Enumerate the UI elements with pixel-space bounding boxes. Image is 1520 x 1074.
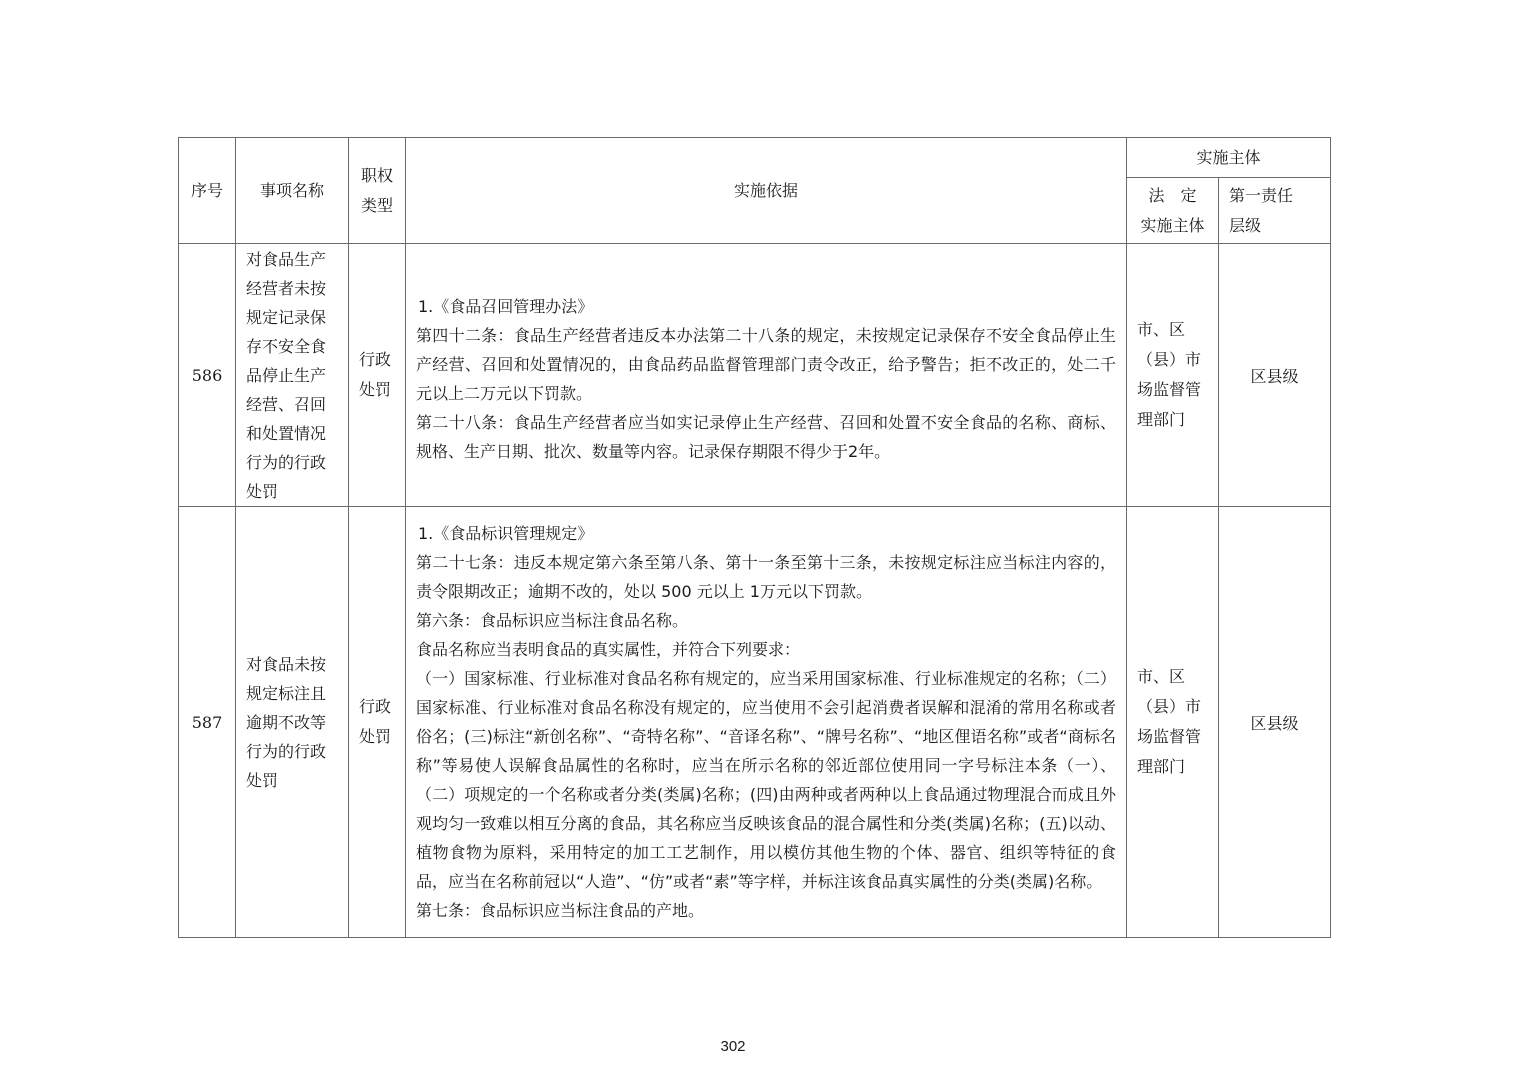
basis-paragraph: 第六条：食品标识应当标注食品名称。	[416, 611, 689, 630]
row-power-type: 行政处罚	[349, 244, 406, 507]
row-basis	[406, 507, 1127, 938]
header-seq: 序号	[179, 138, 236, 244]
basis-paragraph: 1.《食品召回管理办法》	[418, 297, 594, 316]
header-basis: 实施依据	[406, 138, 1127, 244]
header-row-1	[179, 138, 1331, 178]
basis-paragraph: 1.《食品标识管理规定》	[418, 524, 594, 543]
row-legal-subject: 市、区（县）市场监督管理部门	[1127, 244, 1219, 507]
table-row	[179, 244, 1331, 507]
row-first-level: 区县级	[1219, 244, 1331, 507]
row-item-name: 对食品未按规定标注且逾期不改等行为的行政处罚	[236, 507, 349, 938]
table-row	[179, 507, 1331, 938]
row-first-level: 区县级	[1219, 507, 1331, 938]
header-subject: 实施主体	[1127, 138, 1331, 178]
header-legal-subject	[1127, 178, 1219, 244]
page-number: 302	[720, 1038, 746, 1055]
basis-paragraph: （一）国家标准、行业标准对食品名称有规定的，应当采用国家标准、行业标准规定的名称；（二）国家标准、行业标准对食品名称没有规定的，应当使用不会引起消费者误解和混淆的常用名称或者俗名；(三)标注“新创名称”、“奇特名称”、“音译名称”、“牌号名称”、“地区俚语名称”或者“商标名称”等易使人误解食品属性的名称时，应当在所示名称的邻近部位使用同一字号标注本条（一）、（二）项规定的一个名称或者分类(类属)名称；(四)由两种或者两种以上食品通过物理混合而成且外观均匀一致难以相互分离的食品，其名称应当反映该食品的混合属性和分类(类属)名称；(五)以动、植物食物为原料，采用特定的加工工艺制作，用以模仿其他生物的个体、器官、组织等特征的食品，应当在名称前冠以“人造”、“仿”或者“素”等字样，并标注该食品真实属性的分类(类属)名称。	[416, 669, 1116, 891]
header-first-level-line2: 层级	[1229, 215, 1262, 235]
basis-paragraph: 第四十二条：食品生产经营者违反本办法第二十八条的规定，未按规定记录保存不安全食品停止生产经营、召回和处置情况的，由食品药品监督管理部门责令改正，给予警告；拒不改正的，处二千元以上二万元以下罚款。	[416, 326, 1116, 403]
basis-paragraph: 第二十八条：食品生产经营者应当如实记录停止生产经营、召回和处置不安全食品的名称、商标、规格、生产日期、批次、数量等内容。记录保存期限不得少于2年。	[416, 413, 1116, 461]
header-power-type-line1: 职权	[360, 165, 393, 185]
row-basis	[406, 244, 1127, 507]
header-first-level-line1: 第一责任	[1229, 185, 1294, 205]
basis-paragraph: 食品名称应当表明食品的真实属性，并符合下列要求：	[416, 640, 801, 659]
header-power-type-line2: 类型	[360, 195, 393, 215]
header-legal-subject-line1: 法 定	[1148, 185, 1197, 205]
row-seq: 586	[179, 244, 236, 507]
row-item-name: 对食品生产经营者未按规定记录保存不安全食品停止生产经营、召回和处置情况行为的行政处罚	[236, 244, 349, 507]
row-legal-subject: 市、区（县）市场监督管理部门	[1127, 507, 1219, 938]
header-first-level	[1219, 178, 1331, 244]
header-legal-subject-line2: 实施主体	[1140, 215, 1205, 235]
basis-paragraph: 第二十七条：违反本规定第六条至第八条、第十一条至第十三条，未按规定标注应当标注内容的，责令限期改正；逾期不改的，处以 500 元以上 1万元以下罚款。	[416, 553, 1116, 601]
row-power-type: 行政处罚	[349, 507, 406, 938]
enforcement-items-table	[178, 137, 1331, 938]
header-power-type	[349, 138, 406, 244]
header-item-name: 事项名称	[236, 138, 349, 244]
basis-paragraph: 第七条：食品标识应当标注食品的产地。	[416, 901, 705, 920]
row-seq: 587	[179, 507, 236, 938]
